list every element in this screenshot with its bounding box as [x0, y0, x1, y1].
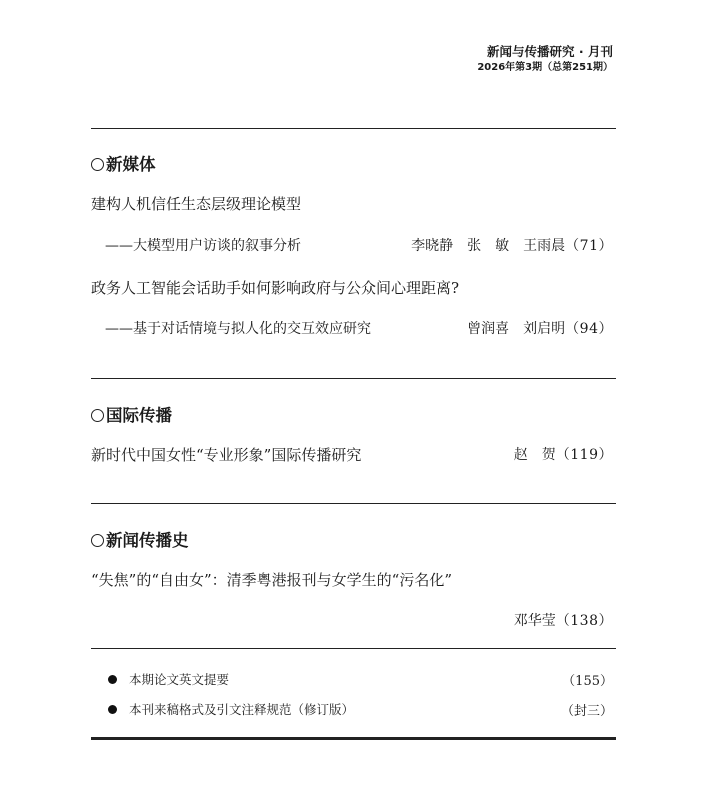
article-authors-page [514, 444, 613, 464]
bottom-divider [91, 737, 616, 740]
article-authors-page [514, 610, 613, 630]
article-title[interactable]: “失焦”的“自由女”：清季粤港报刊与女学生的“污名化” [91, 571, 453, 589]
extra-item[interactable]: 本刊来稿格式及引文注释规范（修订版） [108, 700, 354, 718]
article-authors: 李晓静 张 敏 王雨晨 [411, 238, 566, 254]
bullet-icon [108, 705, 117, 714]
article-authors: 赵 贺 [513, 447, 556, 463]
issue-number: 2026年第3期（总第251期） [477, 62, 613, 73]
extra-page: （155） [562, 674, 613, 689]
circle-icon [91, 158, 104, 171]
article-page: （138） [555, 613, 613, 629]
divider [91, 378, 616, 379]
article-title[interactable]: 建构人机信任生态层级理论模型 [91, 195, 302, 213]
circle-icon [91, 534, 104, 547]
bullet-icon [108, 675, 117, 684]
article-page: （94） [565, 321, 613, 337]
article-authors-page [467, 318, 613, 338]
article-page: （71） [565, 238, 613, 254]
extra-item[interactable]: 本期论文英文提要 [108, 670, 229, 688]
article-authors: 曾润喜 刘启明 [467, 321, 566, 337]
divider [91, 128, 616, 129]
journal-name: 新闻与传播研究 · 月刊 [487, 44, 613, 59]
section-heading-international: 国际传播 [91, 402, 172, 426]
article-title[interactable]: 新时代中国女性“专业形象”国际传播研究 [91, 446, 362, 464]
article-authors-page [411, 235, 613, 255]
divider [91, 503, 616, 504]
article-title[interactable]: 政务人工智能会话助手如何影响政府与公众间心理距离? [91, 279, 460, 297]
article-authors: 邓华莹 [513, 613, 556, 629]
extra-page: （封三） [560, 704, 613, 719]
article-subtitle: ——基于对话情境与拟人化的交互效应研究 [105, 321, 371, 337]
article-subtitle: ——大模型用户访谈的叙事分析 [105, 238, 301, 254]
section-heading-new-media: 新媒体 [91, 151, 156, 175]
section-heading-history: 新闻传播史 [91, 527, 189, 551]
article-page: （119） [555, 447, 613, 463]
divider [91, 648, 616, 649]
circle-icon [91, 409, 104, 422]
